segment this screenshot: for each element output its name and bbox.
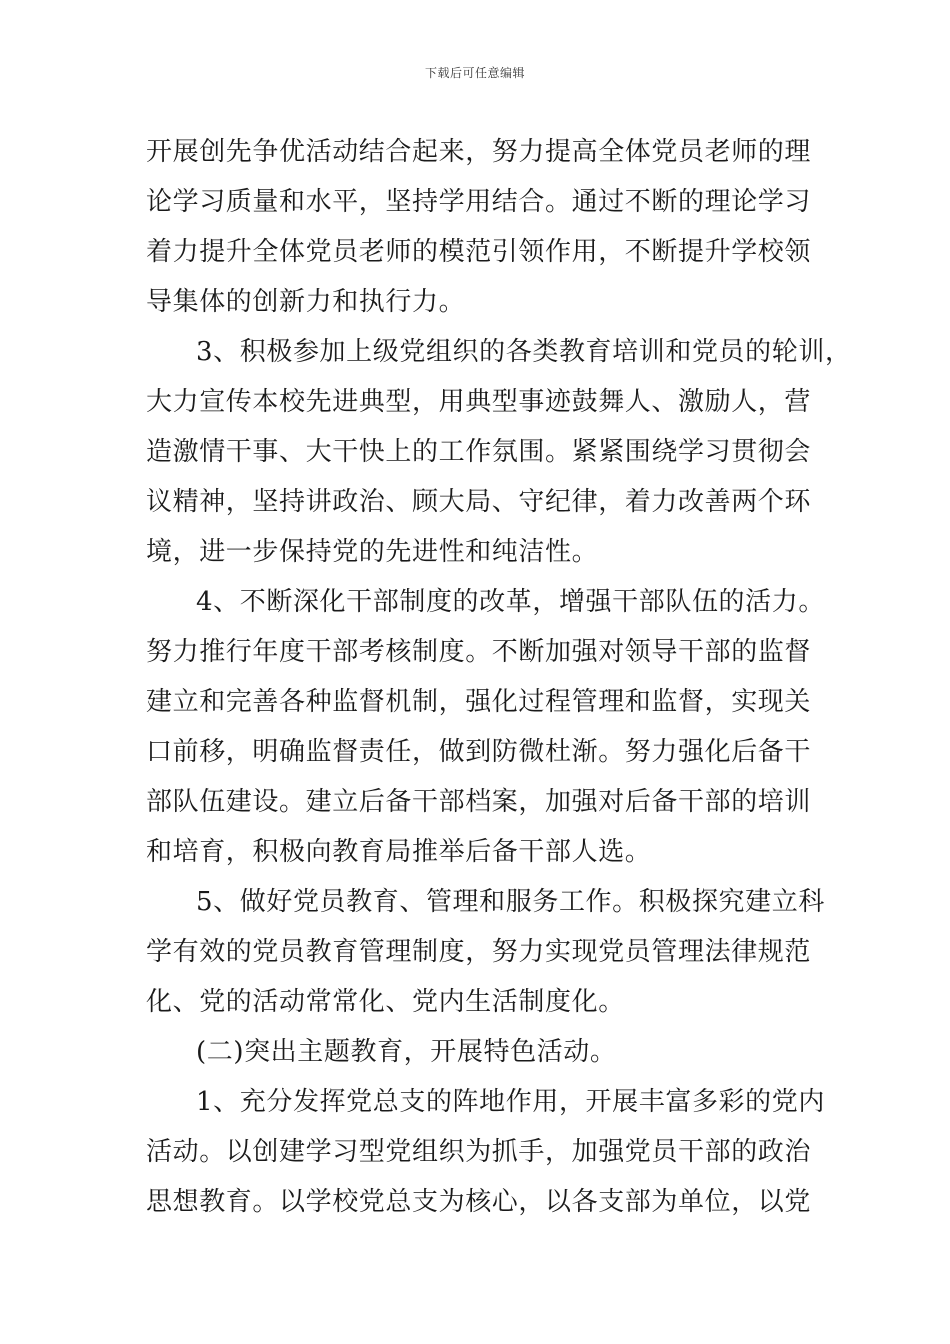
document-body — [146, 127, 852, 1227]
page-header: 下载后可任意编辑 — [424, 66, 525, 80]
text-line: 化、党的活动常常化、党内生活制度化。 — [146, 987, 625, 1017]
text-line: 3、积极参加上级党组织的各类教育培训和党员的轮训， — [196, 337, 852, 367]
text-line: 建立和完善各种监督机制，强化过程管理和监督，实现关 — [146, 687, 812, 717]
text-line: 4、不断深化干部制度的改革，增强干部队伍的活力。 — [196, 587, 825, 617]
text-line: 部队伍建设。建立后备干部档案，加强对后备干部的培训 — [146, 787, 812, 817]
text-line: 学有效的党员教育管理制度，努力实现党员管理法律规范 — [146, 937, 812, 967]
text-line: 努力推行年度干部考核制度。不断加强对领导干部的监督 — [146, 637, 812, 667]
text-line: 5、做好党员教育、管理和服务工作。积极探究建立科 — [196, 887, 825, 917]
text-line: 论学习质量和水平，坚持学用结合。通过不断的理论学习 — [146, 187, 812, 217]
text-line: 大力宣传本校先进典型，用典型事迹鼓舞人、激励人，营 — [146, 387, 812, 417]
text-line: 和培育，积极向教育局推举后备干部人选。 — [146, 837, 652, 867]
text-line: 活动。以创建学习型党组织为抓手，加强党员干部的政治 — [146, 1137, 812, 1167]
text-line: 境，进一步保持党的先进性和纯洁性。 — [146, 537, 599, 567]
text-line: (二)突出主题教育，开展特色活动。 — [196, 1037, 617, 1067]
text-line: 造激情干事、大干快上的工作氛围。紧紧围绕学习贯彻会 — [146, 437, 812, 467]
text-line: 思想教育。以学校党总支为核心，以各支部为单位，以党 — [146, 1187, 812, 1217]
text-line: 导集体的创新力和执行力。 — [146, 287, 466, 317]
text-line: 议精神，坚持讲政治、顾大局、守纪律，着力改善两个环 — [146, 487, 812, 517]
text-line: 开展创先争优活动结合起来，努力提高全体党员老师的理 — [146, 137, 812, 167]
text-line: 着力提升全体党员老师的模范引领作用，不断提升学校领 — [146, 237, 812, 267]
text-line: 口前移，明确监督责任，做到防微杜渐。努力强化后备干 — [146, 737, 812, 767]
text-line: 1、充分发挥党总支的阵地作用，开展丰富多彩的党内 — [196, 1087, 825, 1117]
